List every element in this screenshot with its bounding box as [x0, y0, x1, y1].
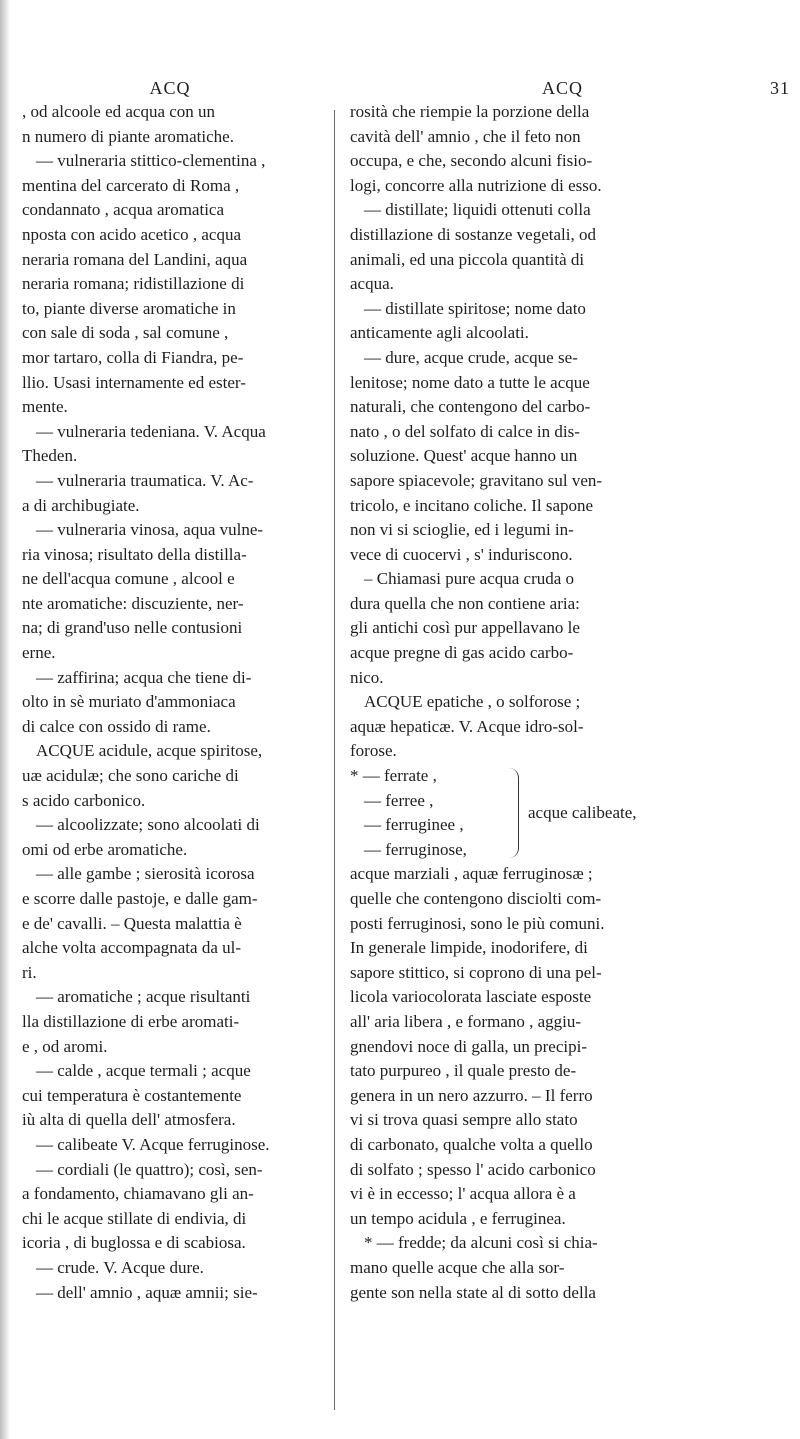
right-column-top	[350, 100, 782, 764]
text-line: alche volta accompagnata da ul-	[22, 938, 241, 958]
text-line: — distillate spiritose; nome dato	[364, 298, 586, 318]
text-line: erne.	[22, 643, 56, 663]
text-line: nte aromatiche: discuziente, ner-	[22, 593, 244, 613]
right-column	[350, 100, 782, 1420]
text-line: llio. Usasi internamente ed ester-	[22, 372, 246, 392]
text-line: sapore stittico, si coprono di una pel-	[350, 962, 602, 982]
text-line: to, piante diverse aromatiche in	[22, 298, 236, 318]
text-line: uæ acidulæ; che sono cariche di	[22, 766, 239, 786]
text-line: mentina del carcerato di Roma ,	[22, 175, 240, 195]
text-line: chi le acque stillate di endivia, di	[22, 1208, 247, 1228]
text-line: logi, concorre alla nutrizione di esso.	[350, 175, 602, 195]
text-line: Theden.	[22, 446, 78, 466]
text-line: n numero di piante aromatiche.	[22, 126, 234, 146]
text-line: olto in sè muriato d'ammoniaca	[22, 692, 236, 712]
text-line: distillazione di sostanze vegetali, od	[350, 224, 596, 244]
text-line: occupa, e che, secondo alcuni fisio-	[350, 151, 593, 171]
page-number: 31	[770, 78, 790, 98]
text-line: — alcoolizzate; sono alcoolati di	[36, 815, 260, 835]
text-line: — cordiali (le quattro); così, sen-	[36, 1159, 263, 1179]
text-line: — calibeate V. Acque ferruginose.	[36, 1134, 270, 1154]
text-line: aquæ hepaticæ. V. Acque idro-sol-	[350, 716, 584, 736]
text-line: e de' cavalli. – Questa malattia è	[22, 913, 242, 933]
text-line: — dure, acque crude, acque se-	[364, 347, 578, 367]
text-line: neraria romana; ridistillazione di	[22, 274, 245, 294]
text-line: lenitose; nome dato a tutte le acque	[350, 372, 590, 392]
text-line: — vulneraria vinosa, aqua vulne-	[36, 520, 264, 540]
text-line: ne dell'acqua comune , alcool e	[22, 569, 235, 589]
text-line: ACQUE epatiche , o solforose ;	[364, 692, 581, 712]
text-line: ACQUE acidule, acque spiritose,	[36, 741, 263, 761]
text-line: gnendovi noce di galla, un precipi-	[350, 1036, 587, 1056]
text-line: vi si trova quasi sempre allo stato	[350, 1110, 578, 1130]
running-head-left: ACQ	[149, 78, 191, 98]
text-line: condannato , acqua aromatica	[22, 200, 225, 220]
text-line: — vulneraria tedeniana. V. Acqua	[36, 421, 266, 441]
text-line: mano quelle acque che alla sor-	[350, 1257, 565, 1277]
text-line: licola variocolorata lasciate esposte	[350, 987, 592, 1007]
text-line: acque pregne di gas acido carbo-	[350, 643, 574, 663]
ferruginous-waters-bracket	[350, 764, 782, 862]
text-line: quelle che contengono disciolti com-	[350, 889, 602, 909]
left-column	[22, 100, 322, 1420]
text-line: cui temperatura è costantemente	[22, 1085, 242, 1105]
text-line: naturali, che contengono del carbo-	[350, 397, 591, 417]
text-line: — calde , acque termali ; acque	[36, 1061, 251, 1081]
text-line: dura quella che non contiene aria:	[350, 593, 580, 613]
text-line: gente son nella state al di sotto della	[350, 1282, 596, 1302]
text-line: — crude. V. Acque dure.	[36, 1257, 204, 1277]
text-line: ri.	[22, 962, 37, 982]
text-line: — distillate; liquidi ottenuti colla	[364, 200, 591, 220]
text-line: forose.	[350, 741, 397, 761]
text-line: un tempo acidula , e ferruginea.	[350, 1208, 566, 1228]
text-line: e , od aromi.	[22, 1036, 108, 1056]
text-line: con sale di soda , sal comune ,	[22, 323, 229, 343]
text-line: all' aria libera , e formano , aggiu-	[350, 1011, 582, 1031]
text-line: cavità dell' amnio , che il feto non	[350, 126, 581, 146]
text-line: — vulneraria traumatica. V. Ac-	[36, 470, 254, 490]
text-line: mente.	[22, 397, 68, 417]
text-line: — aromatiche ; acque risultanti	[36, 987, 251, 1007]
text-line: animali, ed una piccola quantità di	[350, 249, 585, 269]
column-divider	[334, 110, 335, 1410]
text-line: iù alta di quella dell' atmosfera.	[22, 1110, 236, 1130]
text-line: vece di cuocervi , s' induriscono.	[350, 544, 573, 564]
text-line: di solfato ; spesso l' acido carbonico	[350, 1159, 596, 1179]
curly-brace	[508, 768, 519, 858]
bracket-item: — ferruginee ,	[364, 815, 464, 835]
text-line: vi è in eccesso; l' acqua allora è a	[350, 1184, 576, 1204]
text-line: soluzione. Quest' acque hanno un	[350, 446, 578, 466]
text-line: posti ferruginosi, sono le più comuni.	[350, 913, 605, 933]
text-line: neraria romana del Landini, aqua	[22, 249, 248, 269]
text-line: acqua.	[350, 274, 394, 294]
text-line: nato , o del solfato di calce in dis-	[350, 421, 580, 441]
text-line: * — fredde; da alcuni così si chia-	[364, 1233, 598, 1253]
text-line: s acido carbonico.	[22, 790, 146, 810]
text-line: a fondamento, chiamavano gli an-	[22, 1184, 254, 1204]
text-line: rosità che riempie la porzione della	[350, 102, 590, 121]
text-line: di carbonato, qualche volta a quello	[350, 1134, 593, 1154]
bracket-items	[350, 764, 467, 862]
text-line: sapore spiacevole; gravitano sul ven-	[350, 470, 603, 490]
text-line: In generale limpide, inodorifere, di	[350, 938, 588, 958]
text-line: nico.	[350, 667, 384, 687]
bracket-item: — ferruginose,	[364, 839, 467, 859]
text-line: — vulneraria stittico-clementina ,	[36, 151, 266, 171]
text-line: nposta con acido acetico , acqua	[22, 224, 242, 244]
text-line: icoria , di buglossa e di scabiosa.	[22, 1233, 246, 1253]
bracket-item: — ferree ,	[364, 790, 434, 810]
text-line: ria vinosa; risultato della distilla-	[22, 544, 247, 564]
text-line: , od alcoole ed acqua con un	[22, 102, 216, 121]
text-line: e scorre dalle pastoje, e dalle gam-	[22, 889, 258, 908]
text-line: gli antichi così pur appellavano le	[350, 618, 580, 638]
text-line: omi od erbe aromatiche.	[22, 839, 188, 859]
text-line: lla distillazione di erbe aromati-	[22, 1011, 240, 1031]
text-line: – Chiamasi pure acqua cruda o	[364, 569, 575, 589]
text-line: non vi si scioglie, ed i legumi in-	[350, 520, 574, 540]
text-line: — alle gambe ; sierosità icorosa	[36, 864, 255, 884]
text-line: tricolo, e incitano coliche. Il sapone	[350, 495, 594, 515]
text-line: a di archibugiate.	[22, 495, 140, 515]
text-line: anticamente agli alcoolati.	[350, 323, 529, 343]
text-line: genera in un nero azzurro. – Il ferro	[350, 1085, 593, 1105]
bracket-item: * — ferrate ,	[350, 766, 437, 786]
running-head-right	[470, 78, 790, 99]
text-line: di calce con ossido di rame.	[22, 716, 211, 736]
text-line: tato purpureo , il quale presto de-	[350, 1061, 577, 1081]
text-line: — dell' amnio , aquæ amnii; sie-	[36, 1282, 258, 1302]
text-line: na; di grand'uso nelle contusioni	[22, 618, 243, 638]
binding-shadow	[0, 0, 10, 1439]
text-line: — zaffirina; acqua che tiene di-	[36, 667, 252, 687]
text-line: mor tartaro, colla di Fiandra, pe-	[22, 347, 244, 367]
text-line: acque marziali , aquæ ferruginosæ ;	[350, 864, 593, 884]
bracket-label: acque calibeate,	[528, 803, 637, 823]
right-column-bottom	[350, 862, 782, 1305]
running-head-right-title: ACQ	[542, 78, 584, 98]
